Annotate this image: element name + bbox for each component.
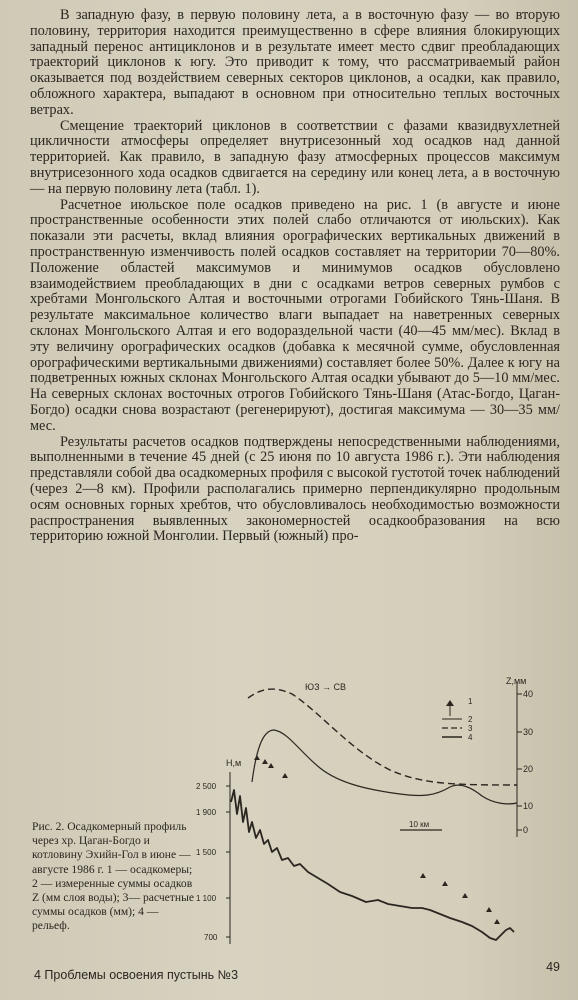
right-axis-label: Z,мм: [506, 676, 527, 686]
right-tick-label: 20: [523, 764, 534, 774]
rain-gauge-marker: [420, 873, 426, 878]
page-number: 49: [546, 960, 560, 974]
left-tick-label: 1 900: [196, 808, 217, 817]
body-text: [30, 8, 560, 545]
paragraph-1: В западную фазу, в первую половину лета, а в восточную фазу — во вторую половину, территория находится преимущественно в сфере влияния блокирующих западный перенос антициклонов и в результате имеет место сдвиг преобладающих траекторий циклонов к югу. Это приводит к тому, что рассматриваемый район оказывается под воздействием северных секторов циклонов, а осадки, как правило, обложного характера, выпадают в основном при относительно теплых восточных ветрах.: [30, 7, 560, 118]
legend-item-4: 4: [468, 733, 473, 742]
left-tick-label: 1 100: [196, 894, 217, 903]
legend-item-1: 1: [468, 697, 473, 706]
rain-gauge-marker: [462, 893, 468, 898]
relief-profile-line: [231, 790, 514, 940]
direction-label: ЮЗ → СВ: [305, 682, 347, 692]
figure-precipitation-profile: [30, 672, 570, 962]
scale-label: 10 км: [409, 820, 430, 829]
measured-precipitation-line: [252, 730, 517, 804]
footer-journal-title: 4 Проблемы освоения пустынь №3: [34, 968, 239, 982]
legend-item-2: 2: [468, 715, 473, 724]
paragraph-4: Результаты расчетов осадков подтверждены непосредственными наблюдениями, выполненными в течение 45 дней (с 25 июня по 10 августа 1986 г.). Эти наблюдения представляли собой два осадкомерных профиля с высокой густотой точек наблюдений (через 2—8 км). Профили располагались примерно перпендикулярно продольным осям основных горных хребтов, что обусловливалось необходимостью возможности распространения выявленных закономерностей осадкообразования на всю территорию южной Монголии. Первый (южный) про-: [30, 433, 560, 545]
paragraph-3: Расчетное июльское поле осадков приведено на рис. 1 (в августе и июне пространственные особенности этих полей слабо отличаются от июльских). Как показали эти расчеты, вклад влияния орографических вертикальных движений в пространственную изменчивость полей осадков составляет на территории 70—80%. Положение областей максимумов и минимумов осадков обусловлено взаимодействием преобладающих в дни с осадками ветров северных румбов с хребтами Монгольского Алтая и восточными отрогами Гобийского Тянь-Шаня. В результате максимальное количество влаги выпадает на наветренных северных склонах Монгольского Алтая и его водораздельной части (40—45 мм/мес). Вклад в эту величину орографических осадков (добавка к месячной сумме, обусловленная орографическими вертикальными движениями) составляет более 50%. Далее к югу на подветренных южных склонах Монгольского Алтая осадки убывают до 5—10 мм/мес. На северных склонах восточных отрогов Гобийского Тянь-Шаня (Атас-Богдо, Цаган-Богдо) осадки снова возрастают (регенерируют), достигая максимума — 30—35 мм/мес.: [30, 196, 560, 434]
rain-gauge-markers: [254, 755, 500, 924]
left-axis-label: Н,м: [226, 758, 242, 768]
right-tick-label: 30: [523, 727, 534, 737]
right-tick-label: 0: [523, 825, 529, 835]
legend-item-3: 3: [468, 724, 473, 733]
rain-gauge-marker: [494, 919, 500, 924]
rain-gauge-marker: [262, 759, 268, 764]
paragraph-2: Смещение траекторий циклонов в соответствии с фазами квазидвухлетней цикличности атмосферы определяет внутрисезонный ход осадков над данной территорией. Как правило, в западную фазу атмосферных процессов максимум внутрисезонного хода осадков сдвигается на середину или конец лета, а в восточную — на первую половину лета (табл. 1).: [30, 117, 560, 197]
left-tick-label: 2 500: [196, 782, 217, 791]
right-tick-label: 40: [523, 689, 534, 699]
left-axis-ticks: [196, 782, 230, 942]
legend: [442, 697, 473, 742]
rain-gauge-marker: [486, 907, 492, 912]
left-tick-label: 1 500: [196, 848, 217, 857]
right-axis-ticks: [517, 689, 533, 835]
figure-caption: Рис. 2. Осадкомерный профиль через хр. Цаган-Богдо и котловину Эхийн-Гол в июне — августе 1986 г. 1 — осадкомеры; 2 — измеренные суммы осадков Z (мм слоя воды); 3— расчетные суммы осадков (мм); 4 — рельеф.: [32, 820, 195, 933]
legend-gauge-symbol: [446, 700, 454, 706]
rain-gauge-marker: [442, 881, 448, 886]
rain-gauge-marker: [282, 773, 288, 778]
left-tick-label: 700: [204, 933, 218, 942]
rain-gauge-marker: [254, 755, 260, 760]
rain-gauge-marker: [268, 763, 274, 768]
right-tick-label: 10: [523, 801, 534, 811]
